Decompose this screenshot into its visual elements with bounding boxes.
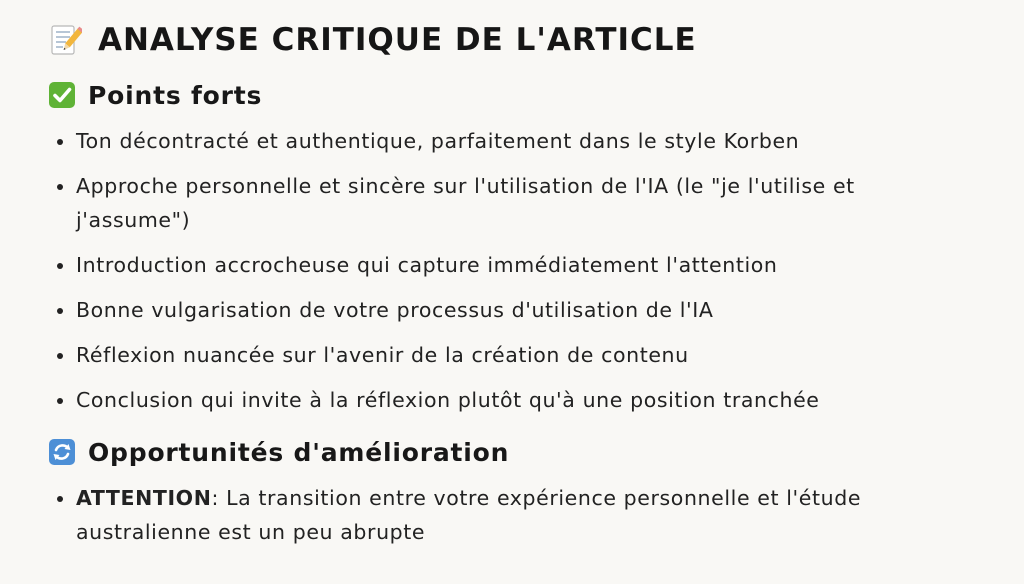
list-item — [48, 481, 926, 549]
list-item: Approche personnelle et sincère sur l'utilisation de l'IA (le "je l'utilise et j'assume") — [48, 169, 926, 237]
section-points-forts — [48, 78, 1024, 417]
check-mark-button-icon — [48, 81, 76, 109]
list-item: Conclusion qui invite à la réflexion plutôt qu'à une position tranchée — [48, 383, 1024, 417]
memo-icon — [48, 23, 82, 57]
list-item: Ton décontracté et authentique, parfaitement dans le style Korben — [48, 124, 1024, 158]
points-forts-list — [48, 124, 1024, 417]
list-item: Introduction accrocheuse qui capture immédiatement l'attention — [48, 248, 1024, 282]
page-header — [48, 20, 1024, 60]
list-item: Bonne vulgarisation de votre processus d'utilisation de l'IA — [48, 293, 1024, 327]
attention-label: ATTENTION — [76, 486, 212, 510]
section-title: Opportunités d'amélioration — [88, 437, 510, 467]
opportunites-list — [48, 481, 1024, 549]
section-header — [48, 78, 1024, 112]
section-title: Points forts — [88, 80, 263, 110]
section-header — [48, 435, 1024, 469]
page-title: ANALYSE CRITIQUE DE L'ARTICLE — [98, 22, 697, 58]
counterclockwise-arrows-icon — [48, 438, 76, 466]
section-opportunites — [48, 435, 1024, 549]
list-item: Réflexion nuancée sur l'avenir de la création de contenu — [48, 338, 1024, 372]
list-item-text: : La transition entre votre expérience personnelle et l'étude australienne est un peu abrupte — [76, 486, 862, 544]
